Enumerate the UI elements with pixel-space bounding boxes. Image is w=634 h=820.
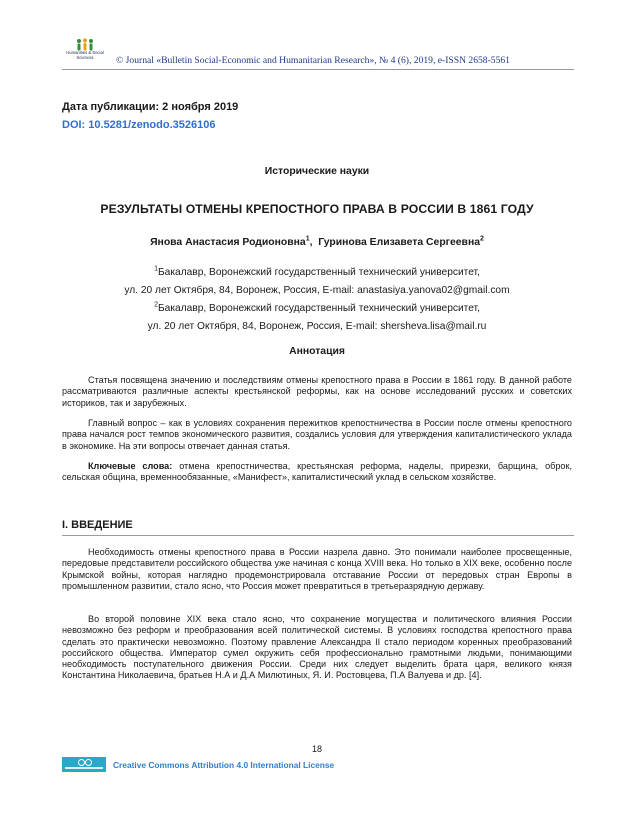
section-heading: Исторические науки — [264, 166, 370, 177]
affiliation-2-sup: 2 — [154, 301, 158, 309]
doi-link[interactable]: DOI: 10.5281/zenodo.3526106 — [62, 119, 216, 131]
affiliation-2-line-2: ул. 20 лет Октября, 84, Воронеж, Россия, E-mail: shersheva.lisa@mail.ru — [147, 321, 487, 332]
intro-paragraph-1: Необходимость отмены крепостного права в России назрела давно. Это понимали наиболее просвещенные, передовые представители российского общества уже начиная с конца XVIII века. Но только в XIX веке, особенно после Крымской войны, которая наглядно продемонстрировала отставание России от передовых стран Европы в промышленном развитии, стало ясно, что Россия может превратиться в третьеразрядную державу. — [62, 547, 572, 591]
author-1: Янова Анастасия Родионовна — [150, 237, 306, 248]
logo-text: Humanities & Social Sciences — [66, 50, 104, 60]
keywords-label: Ключевые слова: — [88, 461, 173, 471]
affiliation-2-line-1: $^2$Бакалавр, Воронежский государственный технический университет, — [154, 301, 480, 314]
abstract-paragraph-2: Главный вопрос – как в условиях сохранения пережитков крепостничества в России после отмены крепостного права начался рост темпов экономического развития, создались условия для утверждения капиталистического уклада в экономике. На эти вопросы отвечает данная статья. — [62, 418, 572, 451]
article-title: РЕЗУЛЬТАТЫ ОТМЕНЫ КРЕПОСТНОГО ПРАВА В РОССИИ В 1861 ГОДУ — [100, 202, 534, 216]
author-separator: , — [309, 237, 319, 248]
keywords-list: отмена крепостничества, крестьянская реформа, наделы, прирезки, барщина, оброк, сельская община, временнообязанные, «Манифест», капиталистический уклад в сельском хозяйстве. — [62, 461, 572, 483]
author-2: Гуринова Елизавета Сергеевна — [318, 237, 481, 248]
abstract-heading: Аннотация — [289, 346, 345, 357]
license-link[interactable]: Creative Commons Attribution 4.0 International License — [113, 760, 335, 770]
introduction-heading: I. ВВЕДЕНИЕ — [62, 519, 133, 531]
journal-header: © Journal «Bulletin Social-Economic and Humanitarian Research», № 4 (6), 2019, e-ISSN 2658-5561 — [116, 55, 510, 66]
keywords — [62, 461, 572, 484]
header-divider — [62, 69, 574, 70]
affiliation-1-line-2: ул. 20 лет Октября, 84, Воронеж, Россия, E-mail: anastasiya.yanova02@gmail.com — [124, 285, 510, 296]
introduction-divider — [62, 535, 574, 536]
affiliation-1-sup: 1 — [154, 265, 158, 273]
journal-logo — [62, 38, 108, 68]
authors-line — [62, 237, 572, 248]
affiliation-1-line-1: $^1$Бакалавр, Воронежский государственный технический университет, — [154, 265, 480, 278]
publication-date: Дата публикации: 2 ноября 2019 — [62, 101, 239, 113]
author-1-sup: 1 — [305, 235, 310, 243]
intro-paragraph-2: Во второй половине XIX века стало ясно, что сохранение могущества и политического влияния России невозможно без реформ и преобразования всей политической системы. В условиях господства крепостного права сделать это практически невозможно. Поэтому правление Александра II стало периодом коренных преобразований российского общества. Император сумел окружить себя профессионально грамотными людьми, понимающими необходимость поступательного движения России. Среди них следует выделить брата царя, великого князя Константина Николаевича, братьев Н.А и Д.А Милютиных, Я. И. Ростовцева, П.А Валуева и др. [4]. — [62, 614, 572, 681]
page-number: 18 — [311, 744, 322, 754]
abstract-paragraph-1: Статья посвящена значению и последствиям отмены крепостного права в России в 1861 году. В данной работе рассматриваются различные аспекты крестьянской реформы, как на основе исследований русских и советских историков, так и зарубежных. — [62, 375, 572, 408]
affiliations — [62, 264, 572, 336]
cc-license-icon[interactable] — [62, 757, 106, 772]
author-2-sup: 2 — [480, 235, 484, 243]
